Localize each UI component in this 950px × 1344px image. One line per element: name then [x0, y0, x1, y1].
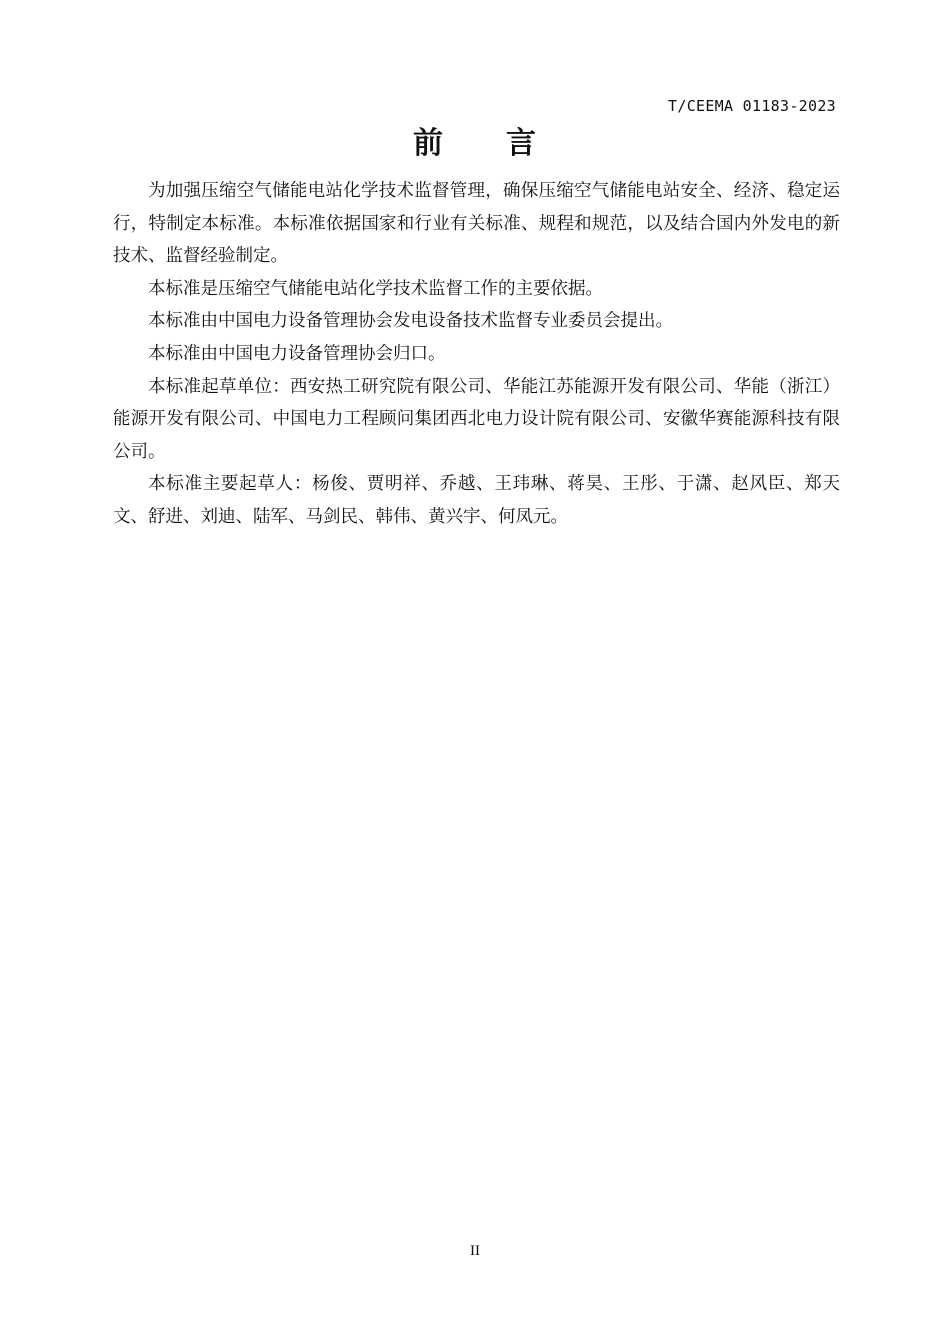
paragraph-basis: 本标准是压缩空气储能电站化学技术监督工作的主要依据。: [148, 277, 603, 298]
paragraph-intro: 为加强压缩空气储能电站化学技术监督管理，确保压缩空气储能电站安全、经济、稳定运行，特制定本标准。本标准依据国家和行业有关标准、规程和规范，以及结合国内外发电的新技术、监督经验制定。: [113, 180, 840, 266]
document-header: [113, 97, 836, 115]
paragraph-centralized-by: 本标准由中国电力设备管理协会归口。: [148, 342, 446, 363]
standard-number: T/CEEMA 01183-2023: [668, 97, 836, 115]
page-title: 前 言: [413, 127, 537, 160]
document-footer: [0, 1241, 950, 1261]
paragraph-drafters: 本标准主要起草人：杨俊、贾明祥、乔越、王玮琳、蒋昊、王彤、于潇、赵风臣、郑天文、舒进、刘迪、陆军、马剑民、韩伟、黄兴宇、何凤元。: [113, 473, 840, 526]
paragraph-proposed-by: 本标准由中国电力设备管理协会发电设备技术监督专业委员会提出。: [148, 310, 673, 331]
preface-body: [113, 174, 840, 533]
paragraph-drafting-organizations: 本标准起草单位：西安热工研究院有限公司、华能江苏能源开发有限公司、华能（浙江）能源开发有限公司、中国电力工程顾问集团西北电力设计院有限公司、安徽华赛能源科技有限公司。: [113, 375, 840, 461]
page-number: II: [470, 1243, 480, 1259]
